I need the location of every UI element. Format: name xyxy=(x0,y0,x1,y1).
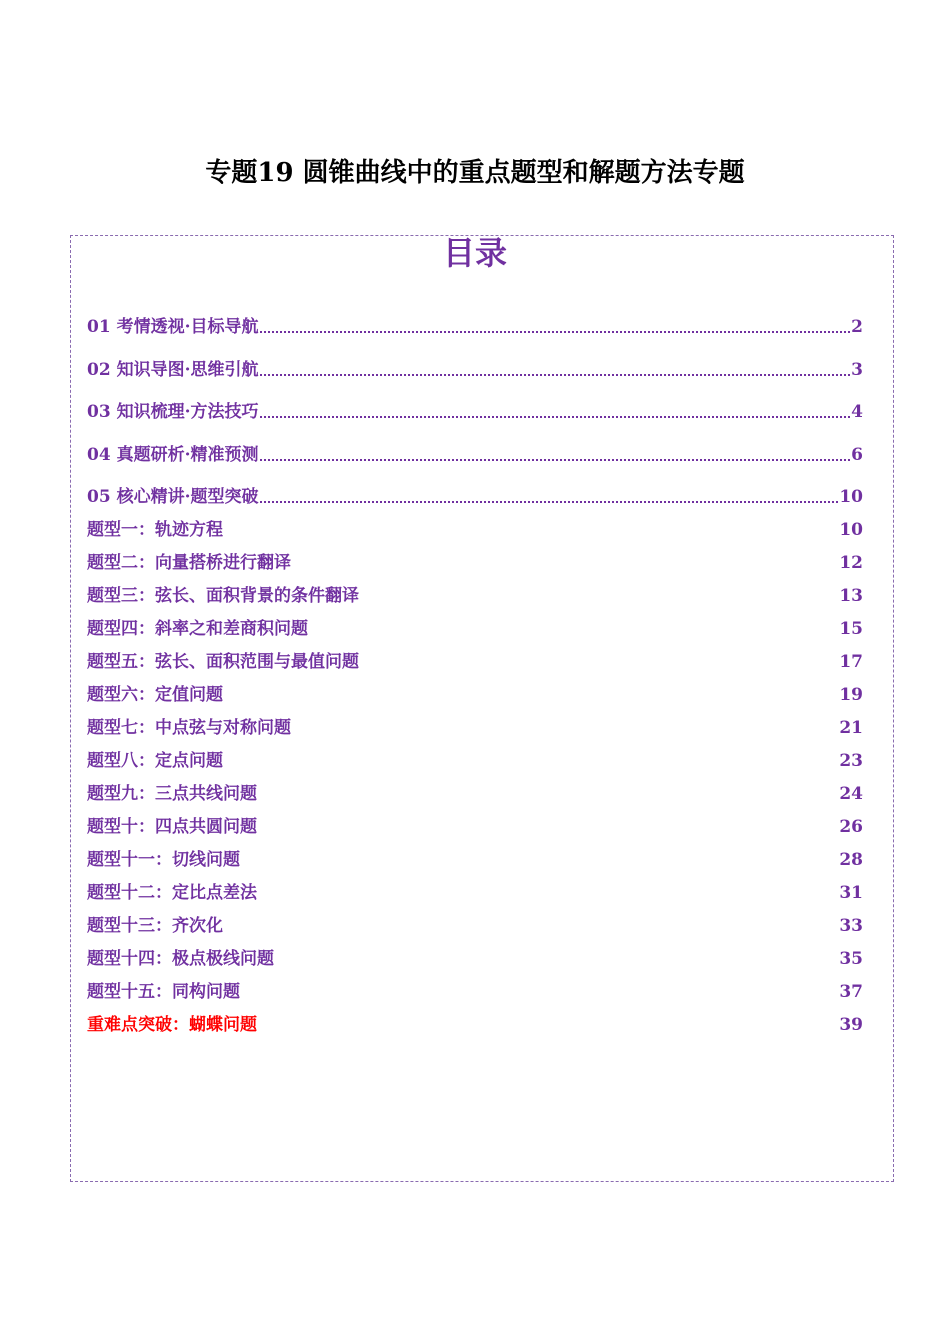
toc-item-label: 题型十一：切线问题 xyxy=(87,850,240,870)
toc-section-05[interactable] xyxy=(87,483,863,507)
toc-item-label: 题型六：定值问题 xyxy=(87,685,223,705)
toc-item-label: 题型十：四点共圆问题 xyxy=(87,817,257,837)
toc-page-number: 37 xyxy=(839,982,863,1002)
toc-item-label: 题型九：三点共线问题 xyxy=(87,784,257,804)
toc-item-label: 题型十二：定比点差法 xyxy=(87,883,257,903)
toc-item[interactable] xyxy=(87,780,863,804)
toc-page-number: 10 xyxy=(839,520,863,540)
toc-heading: 目录 xyxy=(442,234,507,272)
document-title: 专题19 圆锥曲线中的重点题型和解题方法专题 xyxy=(205,158,745,188)
toc-item-label: 题型四：斜率之和差商积问题 xyxy=(87,619,308,639)
dot-leader xyxy=(260,415,851,418)
toc-item[interactable] xyxy=(87,516,863,540)
toc-item[interactable] xyxy=(87,648,863,672)
toc-item[interactable] xyxy=(87,582,863,606)
toc-section-03[interactable] xyxy=(87,398,863,422)
toc-item-special[interactable] xyxy=(87,1011,863,1035)
toc-page-number: 31 xyxy=(839,883,863,903)
toc-item[interactable] xyxy=(87,879,863,903)
toc-page-number: 39 xyxy=(839,1015,863,1035)
toc-section-01[interactable] xyxy=(87,313,863,337)
toc-item-label: 题型十五：同构问题 xyxy=(87,982,240,1002)
toc-page-number: 2 xyxy=(851,317,863,337)
toc-page-number: 6 xyxy=(851,445,863,465)
toc-page-number: 21 xyxy=(839,718,863,738)
toc-page-number: 10 xyxy=(839,487,863,507)
toc-item-label: 题型七：中点弦与对称问题 xyxy=(87,718,291,738)
toc-item-label: 题型一：轨迹方程 xyxy=(87,520,223,540)
toc-page-number: 3 xyxy=(851,360,863,380)
toc-item-label: 题型二：向量搭桥进行翻译 xyxy=(87,553,291,573)
toc-page-number: 35 xyxy=(839,949,863,969)
toc-item[interactable] xyxy=(87,714,863,738)
toc-page-number: 26 xyxy=(839,817,863,837)
dot-leader xyxy=(260,500,839,503)
toc-page-number: 28 xyxy=(839,850,863,870)
toc-page-number: 4 xyxy=(851,402,863,422)
toc-section-label: 01 考情透视·目标导航 xyxy=(87,317,259,337)
toc-section-04[interactable] xyxy=(87,441,863,465)
toc-page-number: 13 xyxy=(839,586,863,606)
toc-item[interactable] xyxy=(87,978,863,1002)
toc-section-label: 03 知识梳理·方法技巧 xyxy=(87,402,259,422)
toc-item[interactable] xyxy=(87,747,863,771)
toc-item[interactable] xyxy=(87,846,863,870)
toc-item-label: 题型五：弦长、面积范围与最值问题 xyxy=(87,652,359,672)
toc-section-label: 02 知识导图·思维引航 xyxy=(87,360,259,380)
toc-section-label: 04 真题研析·精准预测 xyxy=(87,445,259,465)
toc-item[interactable] xyxy=(87,945,863,969)
toc-item-label: 题型三：弦长、面积背景的条件翻译 xyxy=(87,586,359,606)
toc-page-number: 19 xyxy=(839,685,863,705)
toc-item-label: 题型十四：极点极线问题 xyxy=(87,949,274,969)
toc-page-number: 33 xyxy=(839,916,863,936)
toc-page-number: 24 xyxy=(839,784,863,804)
dot-leader xyxy=(260,458,851,461)
toc-page-number: 17 xyxy=(839,652,863,672)
toc-item[interactable] xyxy=(87,912,863,936)
toc-item-label: 重难点突破：蝴蝶问题 xyxy=(87,1015,257,1035)
toc-item[interactable] xyxy=(87,681,863,705)
dot-leader xyxy=(260,330,851,333)
toc-section-02[interactable] xyxy=(87,356,863,380)
toc-item-label: 题型十三：齐次化 xyxy=(87,916,223,936)
toc-item-label: 题型八：定点问题 xyxy=(87,751,223,771)
toc-page-number: 15 xyxy=(839,619,863,639)
toc-page-number: 23 xyxy=(839,751,863,771)
toc-item[interactable] xyxy=(87,813,863,837)
toc-item[interactable] xyxy=(87,615,863,639)
toc-item[interactable] xyxy=(87,549,863,573)
toc-page-number: 12 xyxy=(839,553,863,573)
toc-section-label: 05 核心精讲·题型突破 xyxy=(87,487,259,507)
dot-leader xyxy=(260,373,851,376)
